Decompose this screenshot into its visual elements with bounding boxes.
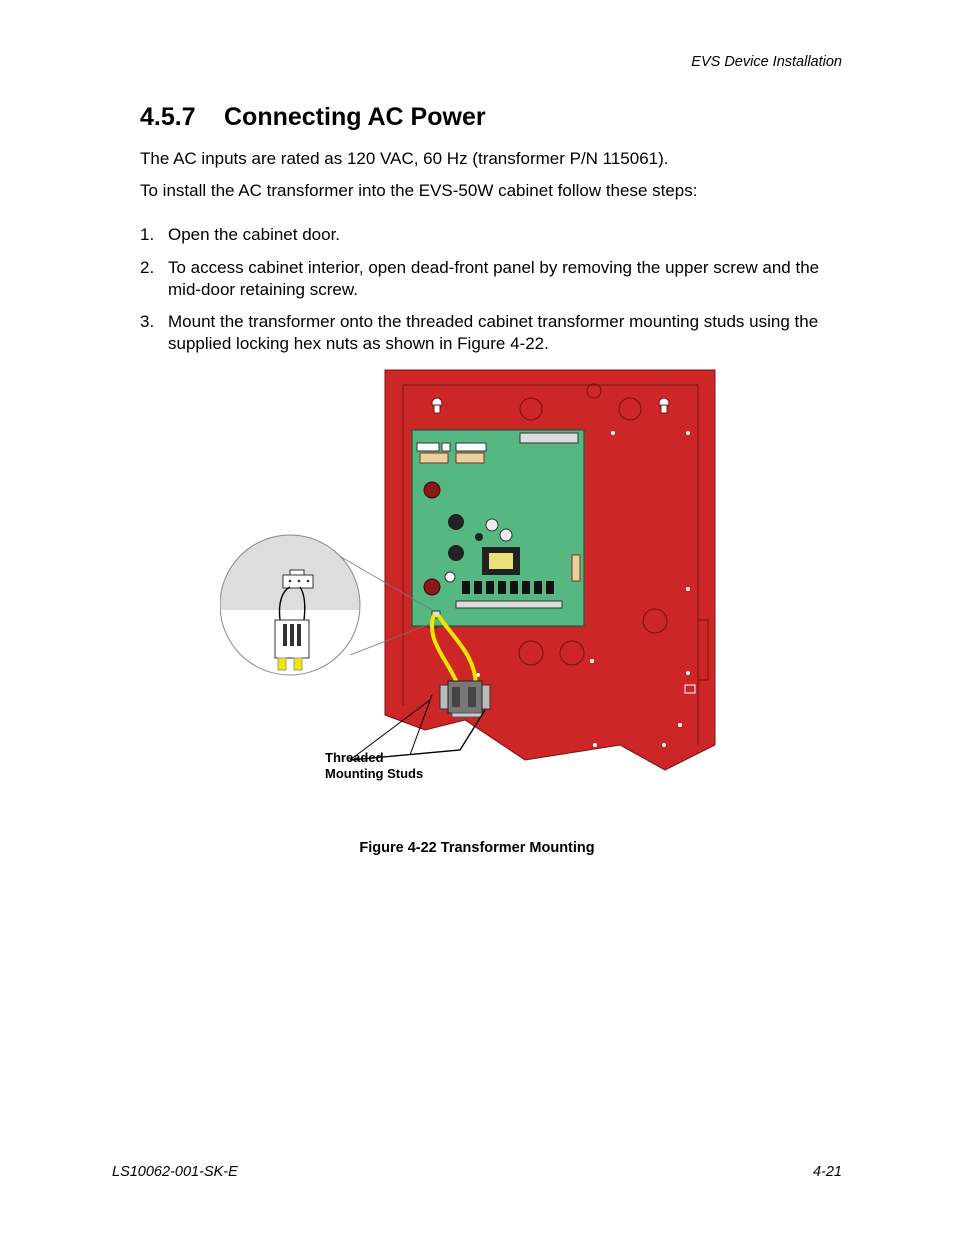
step-item [140,311,840,355]
step-text: Open the cabinet door. [168,225,341,244]
document-number: LS10062-001-SK-E [112,1164,238,1180]
cabinet-illustration [220,365,720,785]
keyhole-left [432,398,442,413]
keyhole-right [659,398,669,413]
callout-line-2: Mounting Studs [325,766,424,781]
ac-rating-paragraph: The AC inputs are rated as 120 VAC, 60 Hz (transformer P/N 115061). [140,149,669,168]
step-number: 2. [140,258,155,277]
step-item [140,257,840,301]
step-item [140,224,840,246]
section-heading [140,103,486,132]
section-title: Connecting AC Power [224,103,486,131]
transformer-mounting-figure [220,365,720,785]
step-number: 3. [140,312,155,331]
install-intro-paragraph: To install the AC transformer into the EVS-50W cabinet follow these steps: [140,181,698,200]
figure-caption: Figure 4-22 Transformer Mounting [359,840,595,856]
transformer [440,681,490,717]
studs-callout-label [325,750,423,782]
connector-zoom-inset [220,535,360,675]
callout-line-1: Threaded [325,750,384,765]
page-number: 4-21 [812,1164,842,1180]
step-number: 1. [140,225,155,244]
step-text: To access cabinet interior, open dead-front panel by removing the upper screw and the mid-door retaining screw. [168,258,820,299]
section-number: 4.5.7 [140,103,196,131]
running-header: EVS Device Installation [691,54,842,70]
step-text: Mount the transformer onto the threaded cabinet transformer mounting studs using the supplied locking hex nuts as shown in Figure 4-22. [168,312,819,353]
